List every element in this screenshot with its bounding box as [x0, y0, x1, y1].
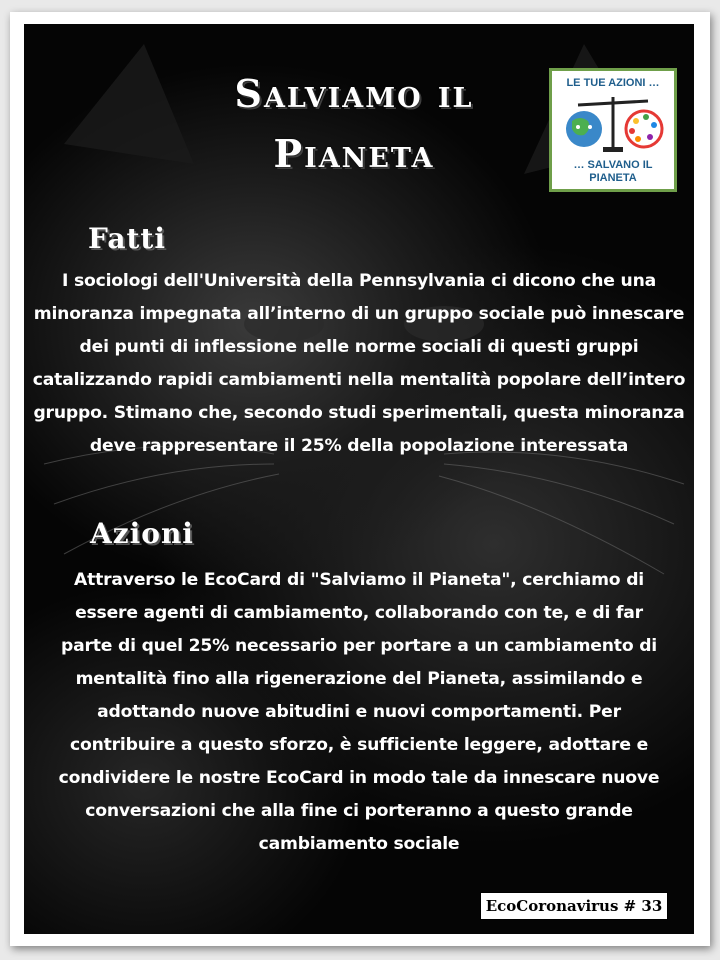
ecocard: [24, 24, 694, 934]
ecocard-number-tag: EcoCoronavirus # 33: [480, 892, 668, 920]
logo-top-text: LE TUE AZIONI …: [566, 77, 660, 89]
logo-bottom-text: … SALVANO IL PIANETA: [573, 159, 653, 184]
section-heading-azioni: Azioni: [90, 517, 194, 550]
section-text-fatti: I sociologi dell'Università della Pennsylvania ci dicono che una minoranza impegnata all’interno di un gruppo sociale può innescare dei punti di inflessione nelle norme sociali di questi gruppi catalizzando rapidi cambiamenti nella mentalità popolare dell’intero gruppo. Stimano che, secondo studi sperimentali, questa minoranza deve rappresentare il 25% della popolazione interessata: [32, 271, 686, 456]
section-text-azioni: Attraverso le EcoCard di "Salviamo il Pianeta", cerchiamo di essere agenti di cambiamento, collaborando con te, e di far parte di quel 25% necessario per portare a un cambiamento di mentalità fino alla rigenerazione del Pianeta, assimilando e adottando nuove abitudini e nuovi comportamenti. Per contribuire a questo sforzo, è sufficiente leggere, adottare e condividere le nostre EcoCard in modo tale da innescare nuove conversazioni che alla fine ci porteranno a questo grande cambiamento sociale: [58, 570, 660, 854]
logo: [549, 68, 677, 192]
section-heading-fatti: Fatti: [88, 222, 166, 255]
earth-scale-icon: [558, 91, 668, 157]
card-frame: [10, 12, 710, 946]
page-title: Salviamo il Pianeta: [234, 71, 474, 176]
